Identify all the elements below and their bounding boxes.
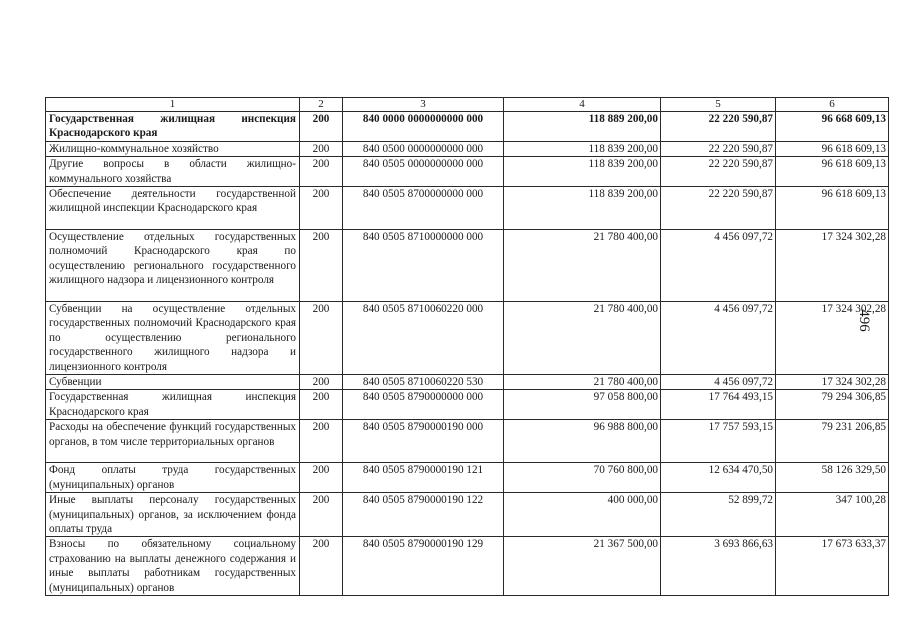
row-col2-cell: 200 (300, 537, 343, 596)
row-value-6-cell: 79 231 206,85 (776, 420, 889, 463)
row-code-cell: 840 0505 8710060220 530 (343, 375, 504, 390)
table-row (46, 463, 889, 493)
row-value-6-cell: 58 126 329,50 (776, 463, 889, 493)
row-col2-cell: 200 (300, 112, 343, 142)
row-col2-cell: 200 (300, 375, 343, 390)
budget-table (45, 97, 889, 596)
row-value-5-cell: 22 220 590,87 (661, 141, 776, 156)
table-row (46, 112, 889, 142)
row-value-6-cell: 17 673 633,37 (776, 537, 889, 596)
row-name-cell: Субвенции на осуществление отдельных государственных полномочий Краснодарского края по осуществлению регионального государственного жилищного надзора и лицензионного контроля (46, 302, 300, 375)
table-row (46, 230, 889, 302)
table-row (46, 187, 889, 230)
row-value-6-cell: 96 668 609,13 (776, 112, 889, 142)
row-col2-cell: 200 (300, 230, 343, 302)
row-code-cell: 840 0505 8790000000 000 (343, 390, 504, 420)
row-value-6-cell: 96 618 609,13 (776, 141, 889, 156)
table-row (46, 537, 889, 596)
table-row (46, 302, 889, 375)
header-row (46, 98, 889, 112)
row-value-4-cell: 400 000,00 (504, 493, 661, 537)
row-value-4-cell: 21 367 500,00 (504, 537, 661, 596)
header-col-3: 3 (343, 98, 504, 112)
row-name-cell: Субвенции (46, 375, 300, 390)
row-name-cell: Фонд оплаты труда государственных (муниципальных) органов (46, 463, 300, 493)
table-row (46, 157, 889, 187)
row-code-cell: 840 0505 8710000000 000 (343, 230, 504, 302)
row-name-cell: Осуществление отдельных государственных полномочий Краснодарского края по осуществлению регионального государственного жилищного надзора и лицензионного контроля (46, 230, 300, 302)
row-code-cell: 840 0000 0000000000 000 (343, 112, 504, 142)
row-value-5-cell: 4 456 097,72 (661, 375, 776, 390)
row-value-4-cell: 118 839 200,00 (504, 187, 661, 230)
table-body (46, 112, 889, 596)
row-col2-cell: 200 (300, 157, 343, 187)
row-value-4-cell: 97 058 800,00 (504, 390, 661, 420)
row-col2-cell: 200 (300, 420, 343, 463)
table-row (46, 390, 889, 420)
row-value-6-cell: 96 618 609,13 (776, 157, 889, 187)
row-code-cell: 840 0500 0000000000 000 (343, 141, 504, 156)
row-name-cell: Жилищно-коммунальное хозяйство (46, 141, 300, 156)
row-col2-cell: 200 (300, 390, 343, 420)
row-value-6-cell: 347 100,28 (776, 493, 889, 537)
row-value-5-cell: 4 456 097,72 (661, 230, 776, 302)
row-name-cell: Взносы по обязательному социальному страхованию на выплаты денежного содержания и иные выплаты работникам государственных (муниципальных) органов (46, 537, 300, 596)
row-value-5-cell: 12 634 470,50 (661, 463, 776, 493)
row-code-cell: 840 0505 8700000000 000 (343, 187, 504, 230)
page-number: 496 (855, 309, 872, 332)
row-col2-cell: 200 (300, 493, 343, 537)
row-value-4-cell: 21 780 400,00 (504, 302, 661, 375)
row-name-cell: Государственная жилищная инспекция Краснодарского края (46, 112, 300, 142)
row-value-5-cell: 52 899,72 (661, 493, 776, 537)
row-value-5-cell: 22 220 590,87 (661, 157, 776, 187)
row-code-cell: 840 0505 8790000190 000 (343, 420, 504, 463)
row-value-4-cell: 70 760 800,00 (504, 463, 661, 493)
row-name-cell: Государственная жилищная инспекция Краснодарского края (46, 390, 300, 420)
row-value-4-cell: 118 889 200,00 (504, 112, 661, 142)
row-value-5-cell: 4 456 097,72 (661, 302, 776, 375)
row-value-4-cell: 118 839 200,00 (504, 157, 661, 187)
row-value-4-cell: 21 780 400,00 (504, 375, 661, 390)
header-col-1: 1 (46, 98, 300, 112)
row-value-5-cell: 22 220 590,87 (661, 112, 776, 142)
row-value-6-cell: 17 324 302,28 (776, 375, 889, 390)
row-col2-cell: 200 (300, 463, 343, 493)
row-value-5-cell: 17 764 493,15 (661, 390, 776, 420)
row-value-6-cell: 17 324 302,28 (776, 302, 889, 375)
row-code-cell: 840 0505 8710060220 000 (343, 302, 504, 375)
table-row (46, 141, 889, 156)
table-row (46, 375, 889, 390)
row-value-5-cell: 22 220 590,87 (661, 187, 776, 230)
row-col2-cell: 200 (300, 187, 343, 230)
row-name-cell: Другие вопросы в области жилищно-коммунального хозяйства (46, 157, 300, 187)
table-row (46, 493, 889, 537)
row-code-cell: 840 0505 8790000190 122 (343, 493, 504, 537)
row-value-5-cell: 3 693 866,63 (661, 537, 776, 596)
row-value-4-cell: 21 780 400,00 (504, 230, 661, 302)
row-code-cell: 840 0505 8790000190 121 (343, 463, 504, 493)
row-col2-cell: 200 (300, 141, 343, 156)
row-value-4-cell: 118 839 200,00 (504, 141, 661, 156)
row-value-6-cell: 79 294 306,85 (776, 390, 889, 420)
row-value-5-cell: 17 757 593,15 (661, 420, 776, 463)
header-col-2: 2 (300, 98, 343, 112)
row-value-4-cell: 96 988 800,00 (504, 420, 661, 463)
row-value-6-cell: 17 324 302,28 (776, 230, 889, 302)
row-value-6-cell: 96 618 609,13 (776, 187, 889, 230)
header-col-5: 5 (661, 98, 776, 112)
header-col-4: 4 (504, 98, 661, 112)
row-name-cell: Обеспечение деятельности государственной жилищной инспекции Краснодарского края (46, 187, 300, 230)
row-col2-cell: 200 (300, 302, 343, 375)
table-row (46, 420, 889, 463)
row-name-cell: Расходы на обеспечение функций государственных органов, в том числе территориальных органов (46, 420, 300, 463)
header-col-6: 6 (776, 98, 889, 112)
row-name-cell: Иные выплаты персоналу государственных (муниципальных) органов, за исключением фонда оплаты труда (46, 493, 300, 537)
row-code-cell: 840 0505 8790000190 129 (343, 537, 504, 596)
row-code-cell: 840 0505 0000000000 000 (343, 157, 504, 187)
